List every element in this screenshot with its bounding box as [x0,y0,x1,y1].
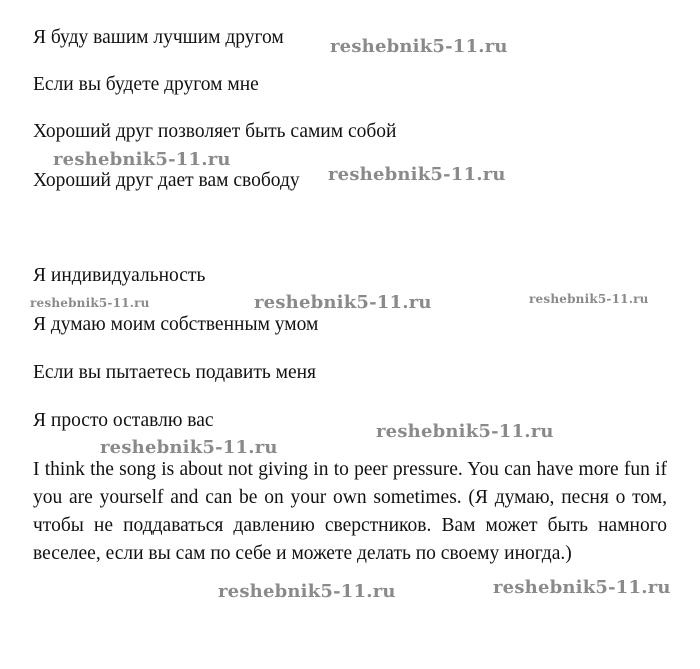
watermark: reshebnik5-11.ru [53,149,231,170]
lyric-line-6: Я думаю моим собственным умом [33,314,319,335]
watermark: reshebnik5-11.ru [529,292,649,306]
watermark: reshebnik5-11.ru [376,421,554,442]
lyric-line-5: Я индивидуальность [33,265,206,286]
watermark: reshebnik5-11.ru [218,581,396,602]
lyric-line-3: Хороший друг позволяет быть самим собой [33,121,397,142]
lyric-line-2: Если вы будете другом мне [33,74,259,95]
watermark: reshebnik5-11.ru [328,164,506,185]
watermark: reshebnik5-11.ru [254,292,432,313]
watermark: reshebnik5-11.ru [493,577,671,598]
watermark: reshebnik5-11.ru [30,296,150,310]
answer-paragraph: I think the song is about not giving in to peer pressure. You can have more fun if you are yourself and can be on your own sometimes. (Я думаю, песня о том, чтобы не поддаваться давлению сверстников. Вам может быть намного веселее, если вы сам по себе и можете делать по своему иногда.) [33,459,667,564]
lyric-line-8: Я просто оставлю вас [33,410,214,431]
watermark: reshebnik5-11.ru [330,36,508,57]
lyric-line-1: Я буду вашим лучшим другом [33,27,284,48]
lyric-line-4: Хороший друг дает вам свободу [33,170,300,191]
lyric-line-7: Если вы пытаетесь подавить меня [33,362,317,383]
watermark: reshebnik5-11.ru [100,437,278,458]
